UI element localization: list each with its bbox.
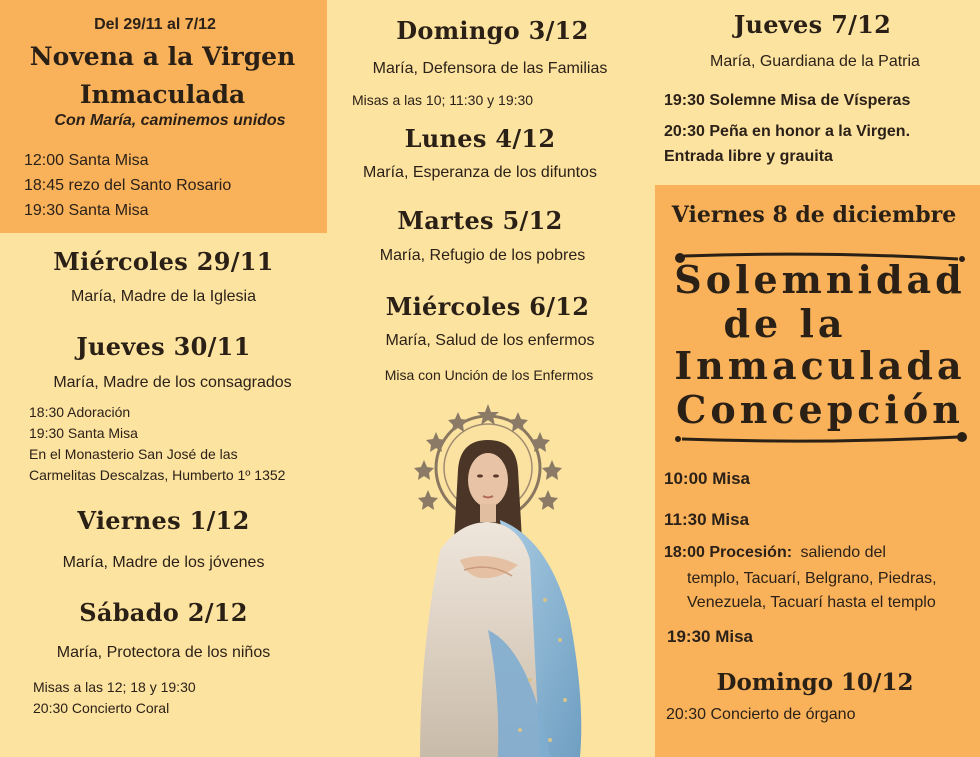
title-lunes-4: María, Esperanza de los difuntos bbox=[363, 164, 597, 181]
novena-schedule-3: 19:30 Santa Misa bbox=[24, 202, 149, 219]
day-sabado-2: Sábado 2/12 bbox=[79, 598, 248, 627]
virgin-statue-image bbox=[380, 400, 600, 757]
procesion-label: 18:00 Procesión: bbox=[664, 544, 793, 561]
title-jueves-30: María, Madre de los consagrados bbox=[53, 374, 292, 391]
day-miercoles-29: Miércoles 29/11 bbox=[53, 247, 274, 276]
solemnity-line-1: Solemnidad bbox=[674, 257, 966, 302]
viernes-8-procesion bbox=[664, 544, 886, 562]
procesion-text-1: saliendo del bbox=[800, 544, 886, 561]
detail-jueves-30-2: 19:30 Santa Misa bbox=[29, 425, 138, 441]
solemnity-line-4: Concepción bbox=[676, 387, 964, 432]
day-viernes-1: Viernes 1/12 bbox=[77, 506, 250, 535]
viernes-8-misa-1: 10:00 Misa bbox=[664, 469, 750, 488]
novena-schedule-1: 12:00 Santa Misa bbox=[24, 152, 149, 169]
jueves-7-line-3: Entrada libre y grauita bbox=[664, 148, 833, 165]
detail-jueves-30-3: En el Monasterio San José de las bbox=[29, 446, 238, 462]
day-martes-5: Martes 5/12 bbox=[397, 206, 563, 235]
solemnity-line-2: de la bbox=[723, 301, 847, 346]
detail-jueves-30-4: Carmelitas Descalzas, Humberto 1º 1352 bbox=[29, 467, 286, 483]
day-viernes-8: Viernes 8 de diciembre bbox=[671, 202, 957, 228]
jueves-7-line-2: 20:30 Peña en honor a la Virgen. bbox=[664, 123, 911, 140]
title-sabado-2: María, Protectora de los niños bbox=[56, 644, 271, 661]
day-domingo-3: Domingo 3/12 bbox=[396, 16, 589, 45]
procesion-text-2: templo, Tacuarí, Belgrano, Piedras, bbox=[687, 570, 937, 587]
day-miercoles-6: Miércoles 6/12 bbox=[385, 292, 590, 321]
day-lunes-4: Lunes 4/12 bbox=[404, 124, 556, 153]
detail-sabado-2-2: 20:30 Concierto Coral bbox=[33, 700, 170, 716]
procesion-text-3: Venezuela, Tacuarí hasta el templo bbox=[687, 594, 936, 611]
detail-sabado-2-1: Misas a las 12; 18 y 19:30 bbox=[33, 679, 196, 695]
title-miercoles-29: María, Madre de la Iglesia bbox=[71, 288, 256, 305]
detail-domingo-10: 20:30 Concierto de órgano bbox=[666, 706, 856, 723]
novena-title-line2: Inmaculada bbox=[79, 80, 246, 109]
solemnity-line-3: Inmaculada bbox=[674, 343, 966, 388]
day-jueves-30: Jueves 30/11 bbox=[76, 332, 251, 361]
detail-jueves-30-1: 18:30 Adoración bbox=[29, 404, 131, 420]
viernes-8-misa-2: 11:30 Misa bbox=[664, 510, 750, 529]
day-jueves-7: Jueves 7/12 bbox=[733, 10, 892, 39]
detail-domingo-3: Misas a las 10; 11:30 y 19:30 bbox=[352, 92, 534, 108]
title-viernes-1: María, Madre de los jóvenes bbox=[62, 554, 265, 571]
novena-title-line1: Novena a la Virgen bbox=[29, 42, 296, 71]
title-jueves-7: María, Guardiana de la Patria bbox=[710, 53, 920, 70]
title-domingo-3: María, Defensora de las Familias bbox=[372, 60, 608, 77]
jueves-7-line-1: 19:30 Solemne Misa de Vísperas bbox=[664, 92, 911, 109]
day-domingo-10: Domingo 10/12 bbox=[716, 669, 914, 696]
title-martes-5: María, Refugio de los pobres bbox=[379, 247, 586, 264]
title-miercoles-6: María, Salud de los enfermos bbox=[385, 332, 595, 349]
novena-motto: Con María, caminemos unidos bbox=[54, 112, 286, 129]
viernes-8-misa-3: 19:30 Misa bbox=[667, 627, 753, 646]
flourish-bottom-icon bbox=[672, 431, 968, 445]
novena-dates: Del 29/11 al 7/12 bbox=[94, 16, 216, 33]
detail-miercoles-6: Misa con Unción de los Enfermos bbox=[384, 367, 594, 383]
novena-schedule-2: 18:45 rezo del Santo Rosario bbox=[24, 177, 232, 194]
